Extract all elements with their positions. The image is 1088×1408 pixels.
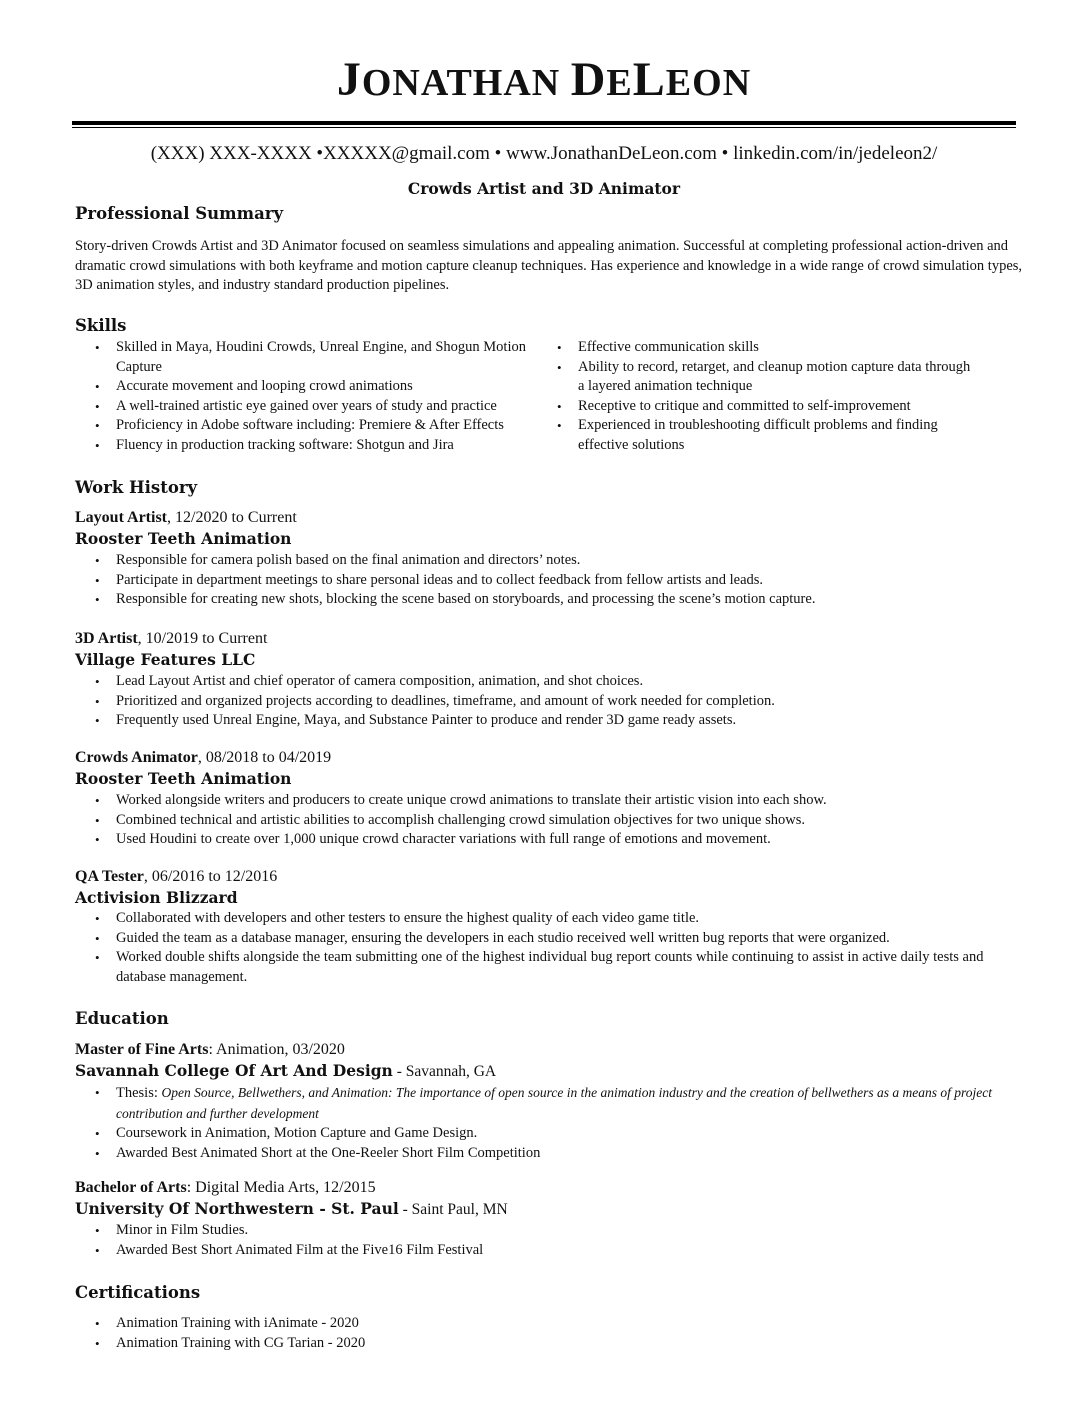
job-dates: , 10/2019 to Current	[137, 630, 268, 647]
job-role-line	[75, 508, 297, 528]
school-line	[75, 1199, 508, 1220]
job-bullets	[75, 551, 1023, 610]
job-role-line	[75, 629, 267, 649]
school-name: Savannah College Of Art And Design	[75, 1061, 393, 1080]
thesis-title: Open Source, Bellwethers, and Animation: The importance of open source in the animation industry and the creation of bellwethers as a means of project contribution and further development	[116, 1085, 993, 1121]
job-bullet: • Collaborated with developers and other testers to ensure the highest quality of each video game title.	[75, 909, 1023, 929]
degree-bullet: • Coursework in Animation, Motion Capture and Game Design.	[75, 1124, 1023, 1144]
skill-item: • A well-trained artistic eye gained over years of study and practice	[75, 397, 535, 417]
candidate-name: JONATHAN DELEON	[336, 53, 752, 106]
thesis-item	[75, 1083, 1023, 1124]
certifications-heading: Certifications	[75, 1283, 201, 1302]
job-dates: , 06/2016 to 12/2016	[143, 868, 278, 885]
job-role: Layout Artist	[75, 509, 167, 526]
degree-line	[75, 1040, 345, 1060]
skill-item: • Experienced in troubleshooting difficult problems and finding effective solutions	[537, 416, 977, 455]
school-location: - Saint Paul, MN	[398, 1201, 508, 1218]
job-company: Village Features LLC	[75, 650, 256, 669]
job-role: QA Tester	[75, 868, 144, 885]
job-bullet: • Prioritized and organized projects according to deadlines, timeframe, and amount of work needed for completion.	[75, 692, 1023, 712]
thesis-label: Thesis:	[116, 1085, 162, 1101]
job-bullet: • Guided the team as a database manager, ensuring the developers in each studio received well written bug reports that were organized.	[75, 929, 1023, 949]
degree-bullet: • Minor in Film Studies.	[75, 1221, 1023, 1241]
school-location: - Savannah, GA	[392, 1063, 497, 1080]
school-name: University Of Northwestern - St. Paul	[75, 1199, 399, 1218]
job-role: Crowds Animator	[75, 749, 198, 766]
job-company: Activision Blizzard	[75, 888, 238, 907]
certification-item: • Animation Training with CG Tarian - 2020	[75, 1334, 1023, 1354]
certification-list	[75, 1314, 1023, 1353]
job-bullet: • Combined technical and artistic abilities to accomplish challenging crowd simulation objectives for two unique shows.	[75, 811, 1023, 831]
degree-name: Bachelor of Arts	[75, 1179, 187, 1196]
job-dates: , 12/2020 to Current	[167, 509, 297, 526]
header-rule-thin	[72, 127, 1016, 128]
work-history-heading: Work History	[75, 478, 198, 497]
job-bullet: • Worked double shifts alongside the team submitting one of the highest individual bug report counts while continuing to assist in active daily tests and database management.	[75, 948, 1023, 987]
job-bullet: • Participate in department meetings to share personal ideas and to collect feedback from fellow artists and leads.	[75, 571, 1023, 591]
job-title: Crowds Artist and 3D Animator	[407, 179, 681, 198]
skill-item: • Proficiency in Adobe software including: Premiere & After Effects	[75, 416, 535, 436]
job-bullets	[75, 672, 1023, 731]
header-rule-thick	[72, 121, 1016, 125]
job-role: 3D Artist	[75, 630, 138, 647]
job-role-line	[75, 748, 331, 768]
job-company: Rooster Teeth Animation	[75, 529, 292, 548]
job-bullets	[75, 909, 1023, 987]
skill-item: • Effective communication skills	[537, 338, 977, 358]
summary-text: Story-driven Crowds Artist and 3D Animator focused on seamless simulations and appealing animation. Successful at completing professional action-driven and dramatic crowd simulations with both keyframe and motion capture cleanup techniques. Has experience and knowledge in a wide range of crowd simulation types, 3D animation styles, and industry standard production pipelines.	[75, 238, 1023, 293]
skills-list-right	[537, 338, 977, 455]
job-role-line	[75, 867, 277, 887]
job-bullets	[75, 791, 1023, 850]
degree-bullet: • Awarded Best Animated Short at the One-Reeler Short Film Competition	[75, 1144, 1023, 1164]
skill-item: • Skilled in Maya, Houdini Crowds, Unreal Engine, and Shogun Motion Capture	[75, 338, 535, 377]
job-bullet: • Responsible for camera polish based on the final animation and directors’ notes.	[75, 551, 1023, 571]
certification-item: • Animation Training with iAnimate - 2020	[75, 1314, 1023, 1334]
skills-heading: Skills	[75, 316, 127, 335]
job-company: Rooster Teeth Animation	[75, 769, 292, 788]
education-heading: Education	[75, 1009, 169, 1028]
contact-line: (XXX) XXX-XXXX •XXXXX@gmail.com • www.JonathanDeLeon.com • linkedin.com/in/jedeleon2/	[150, 143, 938, 164]
degree-bullets	[75, 1221, 1023, 1260]
job-bullet: • Frequently used Unreal Engine, Maya, and Substance Painter to produce and render 3D game ready assets.	[75, 711, 1023, 731]
school-line	[75, 1061, 496, 1082]
skill-item: • Fluency in production tracking software: Shotgun and Jira	[75, 436, 535, 456]
job-dates: , 08/2018 to 04/2019	[197, 749, 332, 766]
job-bullet: • Worked alongside writers and producers to create unique crowd animations to translate their artistic vision into each show.	[75, 791, 1023, 811]
summary-heading: Professional Summary	[75, 204, 284, 223]
skills-list-left	[75, 338, 535, 455]
skill-item: • Receptive to critique and committed to self-improvement	[537, 397, 977, 417]
job-bullet: • Used Houdini to create over 1,000 unique crowd character variations with full range of emotions and movement.	[75, 830, 1023, 850]
degree-field: : Digital Media Arts, 12/2015	[186, 1179, 376, 1196]
degree-name: Master of Fine Arts	[75, 1041, 209, 1058]
degree-line	[75, 1178, 376, 1198]
skill-item: • Accurate movement and looping crowd animations	[75, 377, 535, 397]
job-bullet: • Responsible for creating new shots, blocking the scene based on storyboards, and processing the scene’s motion capture.	[75, 590, 1023, 610]
degree-bullet: • Awarded Best Short Animated Film at the Five16 Film Festival	[75, 1241, 1023, 1261]
skill-item: • Ability to record, retarget, and cleanup motion capture data through a layered animation technique	[537, 358, 977, 397]
degree-bullets	[75, 1083, 1023, 1163]
degree-field: : Animation, 03/2020	[208, 1041, 345, 1058]
job-bullet: • Lead Layout Artist and chief operator of camera composition, animation, and shot choices.	[75, 672, 1023, 692]
